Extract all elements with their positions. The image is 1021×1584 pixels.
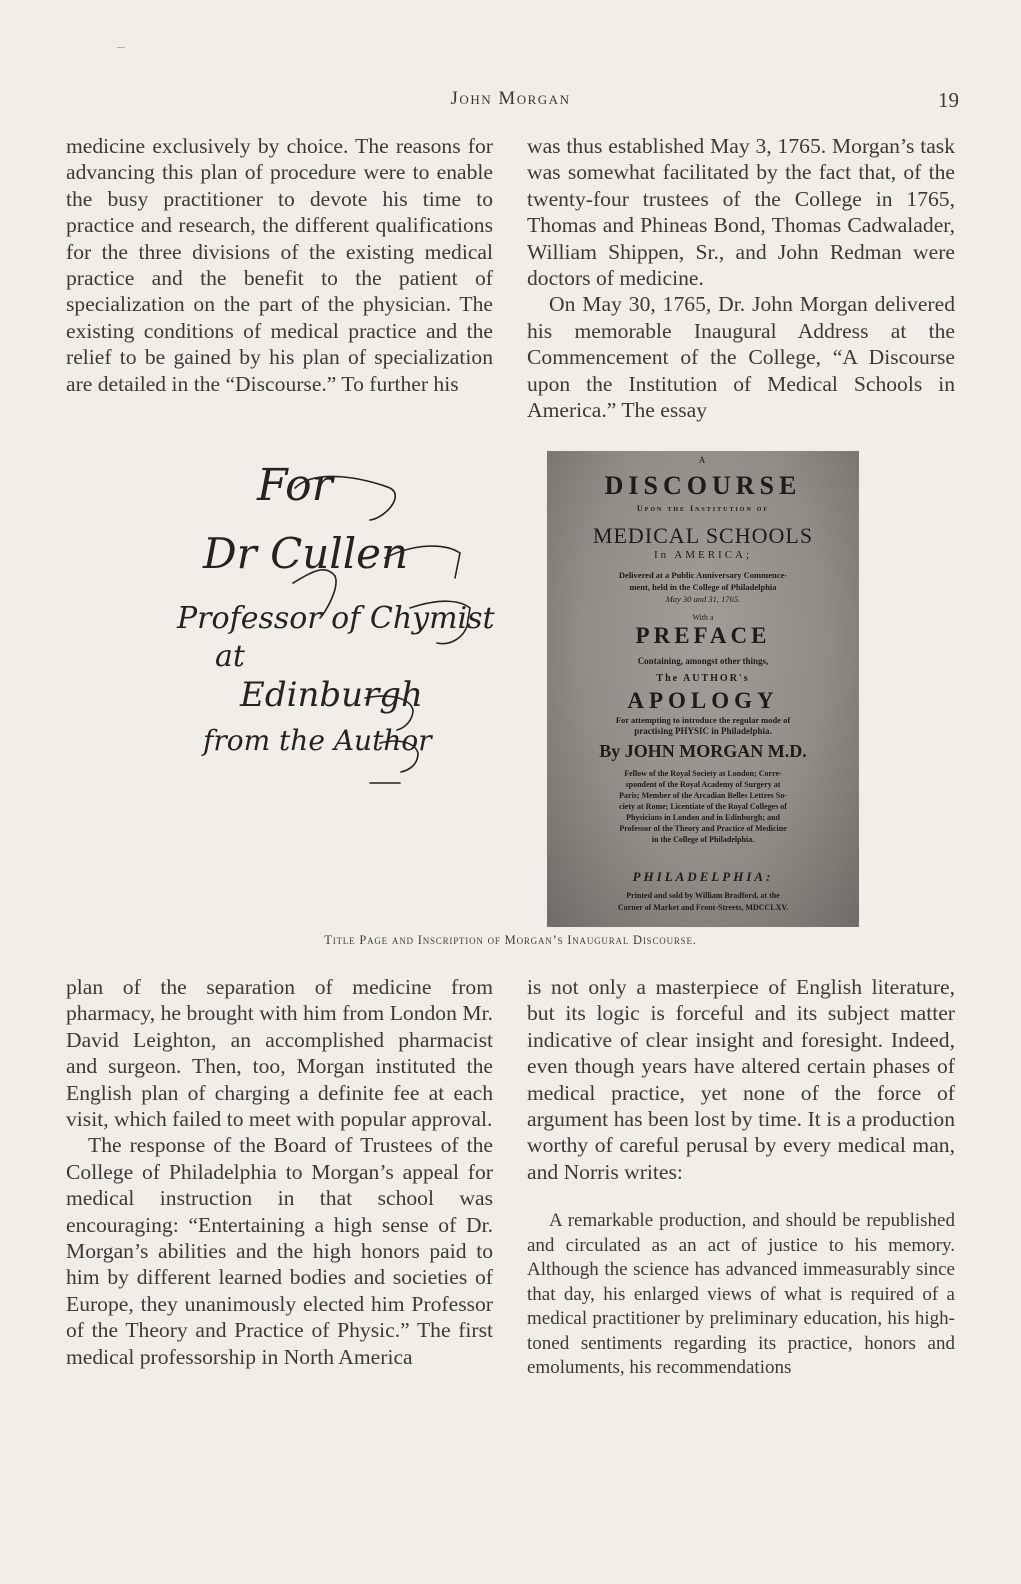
- running-title: John Morgan: [450, 88, 571, 109]
- paragraph: medicine exclusively by choice. The reasons for advancing this plan of procedure were to enable the busy practitioner to devote his time to practice and research, the different qualifications for the three divisions of the existing medical practice and the benefit to the patient of specialization on the part of the physician. The existing conditions of medical practice and the relief to be gained by his plan of specialization are detailed in the “Discourse.” To further his: [66, 134, 493, 396]
- figure-caption: Title Page and Inscription of Morgan’s Inaugural Discourse.: [324, 933, 697, 947]
- column-bottom-right: [527, 974, 955, 1381]
- inscription-line: Edinburgh: [240, 675, 423, 715]
- inscription-line: at: [215, 639, 245, 674]
- tp-line: With a: [692, 613, 714, 622]
- page-header: [0, 88, 1021, 116]
- tp-line: PHILADELPHIA:: [632, 869, 774, 884]
- tp-line: Paris; Member of the Arcadian Belles Lettres So-: [619, 791, 787, 800]
- tp-line: By JOHN MORGAN M.D.: [599, 741, 807, 761]
- page-number: 19: [938, 88, 959, 112]
- inscription-drawing: [175, 448, 495, 788]
- paragraph: The response of the Board of Trustees of the College of Philadelphia to Morgan’s appeal for medical instruction in that school was encouraging: “Entertaining a high sense of Dr. Morgan’s abilities and the high honors paid to him by different learned bodies and societies of Europe, they unanimously elected him Professor of the Theory and Practice of Physic.” The first medical professorship in North America: [66, 1133, 493, 1369]
- tp-line: in the College of Philadelphia.: [651, 835, 755, 844]
- column-bottom-left: [66, 974, 493, 1370]
- inscription-line: Professor of Chymistry: [177, 601, 495, 636]
- tp-line: practising PHYSIC in Philadelphia.: [634, 726, 772, 736]
- tp-line: Printed and sold by William Bradford, at the: [626, 891, 780, 900]
- tp-line: Fellow of the Royal Society at London; Corre-: [624, 769, 782, 778]
- inscription-line: Dr Cullen: [203, 529, 409, 578]
- tp-line: Corner of Market and Front-Streets, MDCCLXV.: [617, 903, 789, 912]
- tp-line: ciety at Rome; Licentiate of the Royal Colleges of: [619, 802, 787, 811]
- title-page-image: [547, 451, 859, 927]
- tp-line: Containing, amongst other things,: [637, 656, 769, 666]
- column-top-left: [66, 133, 493, 397]
- tp-line: For attempting to introduce the regular mode of: [615, 715, 791, 725]
- tp-line: May 30 and 31, 1765.: [665, 594, 741, 604]
- block-quote: A remarkable production, and should be republished and circulated as an act of justice to his memory. Although the science has advanced immeasurably since that day, his enlarged views of what is required of a medical practitioner by preliminary education, his high-toned sentiments regarding its practice, honors and emoluments, his recommendations: [527, 1210, 955, 1379]
- inscription-line: For: [257, 460, 333, 511]
- column-top-right: [527, 133, 955, 423]
- paragraph: plan of the separation of medicine from pharmacy, he brought with him from London Mr. David Leighton, an accomplished pharmacist and surgeon. Then, too, Morgan instituted the English plan of charging a definite fee at each visit, which failed to meet with popular approval.: [66, 975, 493, 1132]
- tp-line: Professor of the Theory and Practice of Medicine: [619, 824, 787, 833]
- tp-title: DISCOURSE: [604, 471, 802, 500]
- page-mark: [117, 47, 125, 48]
- tp-line: The AUTHOR's: [656, 673, 750, 684]
- inscription-line: from the Author: [203, 724, 432, 757]
- tp-line: A: [698, 455, 708, 465]
- paragraph: On May 30, 1765, Dr. John Morgan delivered his memorable Inaugural Address at the Commencement of the College, “A Discourse upon the Institution of Medical Schools in America.” The essay: [527, 292, 955, 423]
- tp-line: Delivered at a Public Anniversary Commence-: [618, 570, 788, 580]
- tp-line: PREFACE: [635, 623, 771, 648]
- tp-line: spondent of the Royal Academy of Surgery at: [625, 780, 781, 789]
- handwritten-inscription: [175, 448, 495, 788]
- paragraph: was thus established May 3, 1765. Morgan’s task was somewhat facilitated by the fact that, of the twenty-four trustees of the College in 1765, Thomas and Phineas Bond, Thomas Cadwalader, William Shippen, Sr., and John Redman were doctors of medicine.: [527, 134, 955, 291]
- tp-line: Physicians in London and in Edinburgh; and: [626, 813, 780, 822]
- tp-line: APOLOGY: [627, 688, 779, 713]
- tp-line: In AMERICA;: [653, 549, 753, 561]
- paragraph: is not only a masterpiece of English literature, but its logic is forceful and its subject matter indicative of clear insight and foresight. Indeed, even though years have altered certain phases of medical practice, yet none of the force of argument has been lost by time. It is a production worthy of careful perusal by every medical man, and Norris writes:: [527, 975, 955, 1184]
- tp-line: MEDICAL SCHOOLS: [592, 523, 814, 548]
- tp-line: ment, held in the College of Philadelphia: [629, 582, 777, 592]
- tp-line: Upon the Institution of: [636, 504, 770, 513]
